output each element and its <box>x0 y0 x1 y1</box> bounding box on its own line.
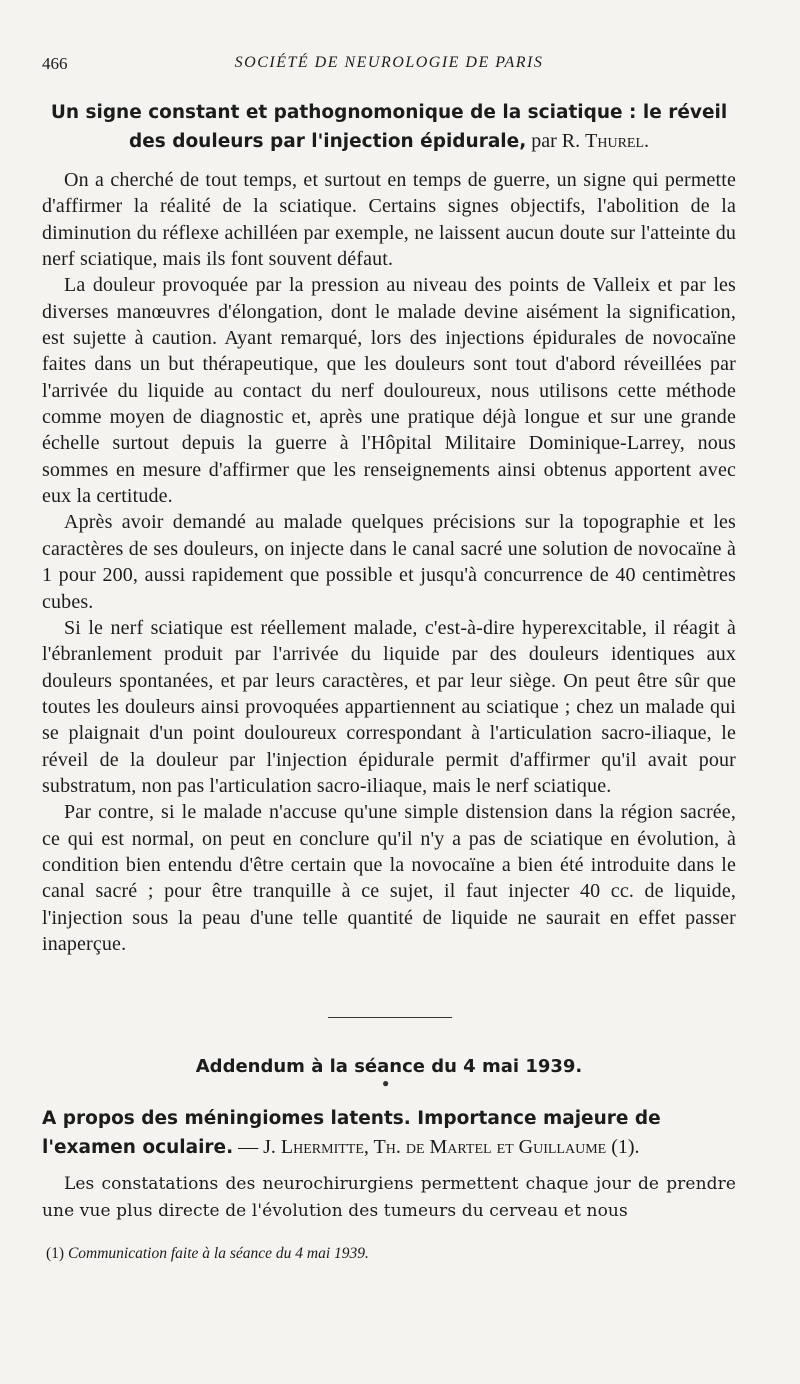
article2-authors: — J. Lhermitte, Th. de Martel et Guillaume (1). <box>238 1136 640 1158</box>
article1-title-line1: Un signe constant et pathognomonique de la sciatique : le réveil <box>50 102 728 123</box>
article1-title-line2: des douleurs par l'injection épidurale, <box>128 131 527 152</box>
article1-body <box>42 167 736 957</box>
ink-blot-mark: ● <box>382 1076 390 1090</box>
footnote-text: Communication faite à la séance du 4 mai 1939. <box>67 1245 369 1262</box>
article1-paragraph: Si le nerf sciatique est réellement malade, c'est-à-dire hyperexcitable, il réagit à l'ébranlement produit par l'arrivée du liquide par des douleurs identiques aux douleurs spontanées, et par leurs caractères, et par leur siège. On peut être sûr que toutes les douleurs ainsi provoquées appartiennent au sciatique ; chez un malade qui se plaignait d'un point douloureux correspondant à l'articulation sacro-iliaque, le réveil de la douleur par l'injection épidurale permit d'affirmer qu'il avait pour substratum, non pas l'articulation sacro-iliaque, mais le nerf sciatique. <box>42 616 736 797</box>
article2-body <box>42 1171 736 1225</box>
section-divider <box>328 1017 452 1018</box>
page-header <box>42 54 736 78</box>
journal-page <box>42 0 736 1384</box>
footnote <box>46 1245 736 1263</box>
article2-title <box>42 1104 736 1162</box>
footnote-marker: (1) <box>46 1245 65 1262</box>
article1-paragraph: On a cherché de tout temps, et surtout en temps de guerre, un signe qui permette d'affirmer la réalité de la sciatique. Certains signes objectifs, l'abolition de la diminution du réflexe achilléen par exemple, ne laissent aucun doute sur l'atteinte du nerf sciatique, mais ils font souvent défaut. <box>42 169 736 271</box>
page-number: 466 <box>42 54 68 73</box>
running-title: SOCIÉTÉ DE NEUROLOGIE DE PARIS <box>234 54 544 71</box>
article2-paragraph: Les constatations des neurochirurgiens permettent chaque jour de prendre une vue plus directe de l'évolution des tumeurs du cerveau et nous <box>42 1174 736 1221</box>
article1-by: par <box>531 130 557 152</box>
article1-title <box>42 98 736 156</box>
article2-title-line2-bold: l'examen oculaire. <box>42 1137 234 1158</box>
addendum-heading: Addendum à la séance du 4 mai 1939. <box>195 1056 583 1077</box>
article1-paragraph: Par contre, si le malade n'accuse qu'une simple distension dans la région sacrée, ce qui est normal, on peut en conclure qu'il n'y a pas de sciatique en évolution, à condition bien entendu d'être certain que la novocaïne a bien été introduite dans le canal sacré ; pour être tranquille à ce sujet, il faut injecter 40 cc. de liquide, l'injection sous la peau d'une telle quantité de liquide ne saurait en effet passer inaperçue. <box>42 801 736 955</box>
article1-paragraph: Après avoir demandé au malade quelques précisions sur la topographie et les caractères de ses douleurs, on injecte dans le canal sacré une solution de novocaïne à 1 pour 200, aussi rapidement que possible et jusqu'à concurrence de 40 centimètres cubes. <box>42 511 736 613</box>
article2-title-line1: A propos des méningiomes latents. Importance majeure de <box>42 1108 661 1129</box>
article1-author-initial: R. <box>561 130 581 152</box>
article1-author-name: Thurel. <box>585 130 650 152</box>
article1-paragraph: La douleur provoquée par la pression au niveau des points de Valleix et par les diverses manœuvres d'élongation, dont le malade devine aisément la signification, est sujette à caution. Ayant remarqué, lors des injections épidurales de novocaïne faites dans un but thérapeutique, que les douleurs sont tout d'abord réveillées par l'arrivée du liquide au contact du nerf douloureux, nous utilisons cette méthode comme moyen de diagnostic et, après une pratique déjà longue et sur une grande échelle surtout depuis la guerre à l'Hôpital Militaire Dominique-Larrey, nous sommes en mesure d'affirmer que les renseignements ainsi obtenus apportent avec eux la certitude. <box>42 274 736 508</box>
